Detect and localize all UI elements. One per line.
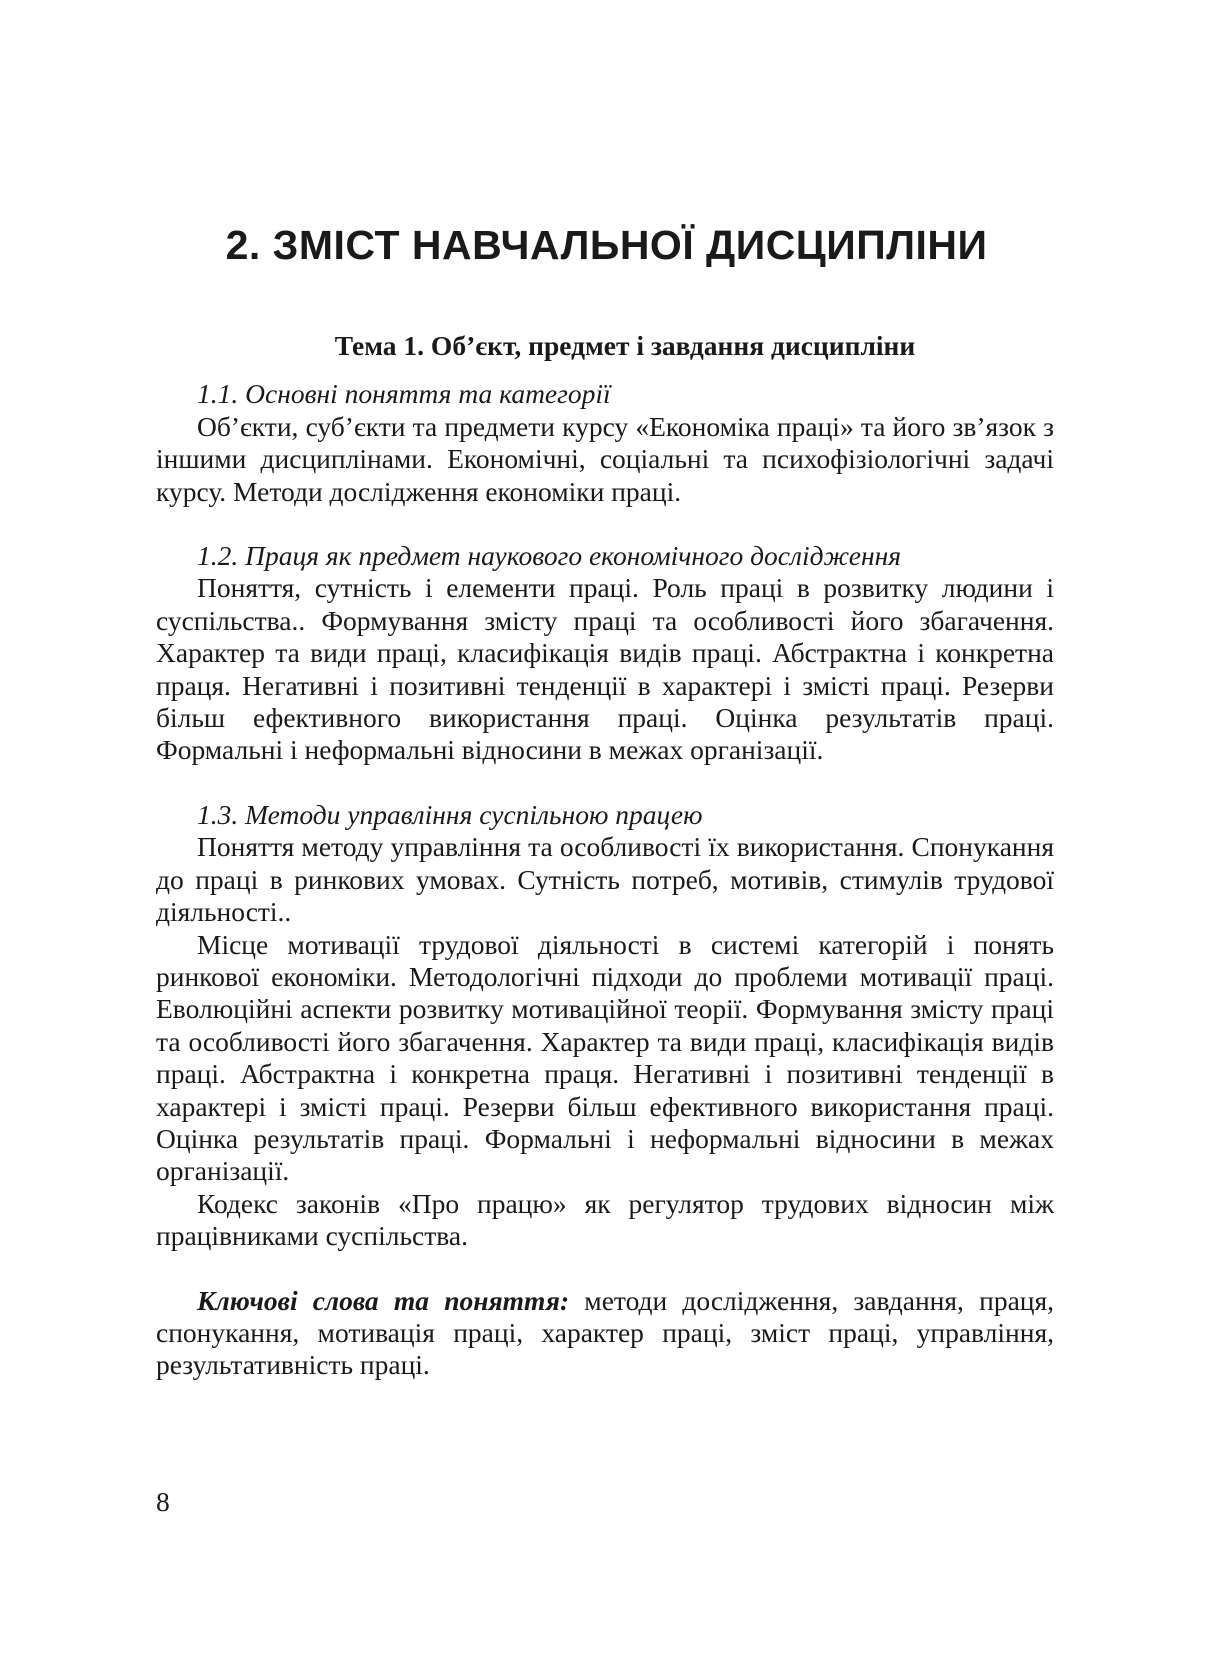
section-1-3: [156, 799, 1054, 1253]
paragraph: Поняття методу управління та особливості їх використання. Спонукання до праці в ринкових умовах. Сутність потреб, мотивів, стимулів трудової діяльності..: [156, 831, 1054, 928]
section-heading: 1.2. Праця як предмет наукового економічного дослідження: [197, 540, 902, 572]
section-gap: [156, 1253, 1054, 1285]
keywords-label: Ключові слова та поняття:: [197, 1284, 570, 1316]
keywords-text: методи дослідження, завдання, праця, спонукання, мотивація праці, характер праці, зміст праці, управління, результативність праці.: [156, 1284, 1055, 1381]
topic-heading: Тема 1. Об’єкт, предмет і завдання дисципліни: [334, 330, 916, 361]
section-gap: [156, 767, 1054, 799]
page-number: 8: [156, 1486, 170, 1517]
paragraph: Поняття, сутність і елементи праці. Роль праці в розвитку людини і суспільства.. Формування змісту праці та особливості його збагачення. Характер та види праці, класифікація видів праці. Абстрактна і конкретна праця. Негативні і позитивні тенденції в характері і змісті праці. Резерви більш ефективного використання праці. Оцінка результатів праці. Формальні і неформальні відносини в межах організації.: [156, 572, 1054, 766]
page-content: [156, 330, 1054, 1382]
paragraph: Об’єкти, суб’єкти та предмети курсу «Економіка праці» та його зв’язок з іншими дисциплінами. Економічні, соціальні та психофізіологічні задачі курсу. Методи дослідження економіки праці.: [156, 410, 1054, 507]
keywords-paragraph: [156, 1285, 1054, 1382]
section-gap: [156, 508, 1054, 540]
section-1-2: [156, 540, 1054, 767]
paragraph: Кодекс законів «Про працю» як регулятор трудових відносин між працівниками суспільства.: [156, 1187, 1054, 1252]
section-heading: 1.3. Методи управління суспільною працею: [197, 798, 703, 830]
section-1-1: [156, 378, 1054, 508]
paragraph: Місце мотивації трудової діяльності в системі категорій і понять ринкової економіки. Методологічні підходи до проблеми мотивації праці. Еволюційні аспекти розвитку мотиваційної теорії. Формування змісту праці та особливості його збагачення. Характер та види праці, класифікація видів праці. Абстрактна і конкретна праця. Негативні і позитивні тенденції в характері і змісті праці. Резерви більш ефективного використання праці. Оцінка результатів праці. Формальні і неформальні відносини в межах організації.: [156, 928, 1054, 1187]
page-title: 2. ЗМІСТ НАВЧАЛЬНОЇ ДИСЦИПЛІНИ: [225, 222, 988, 268]
section-heading: 1.1. Основні поняття та категорії: [197, 378, 611, 410]
